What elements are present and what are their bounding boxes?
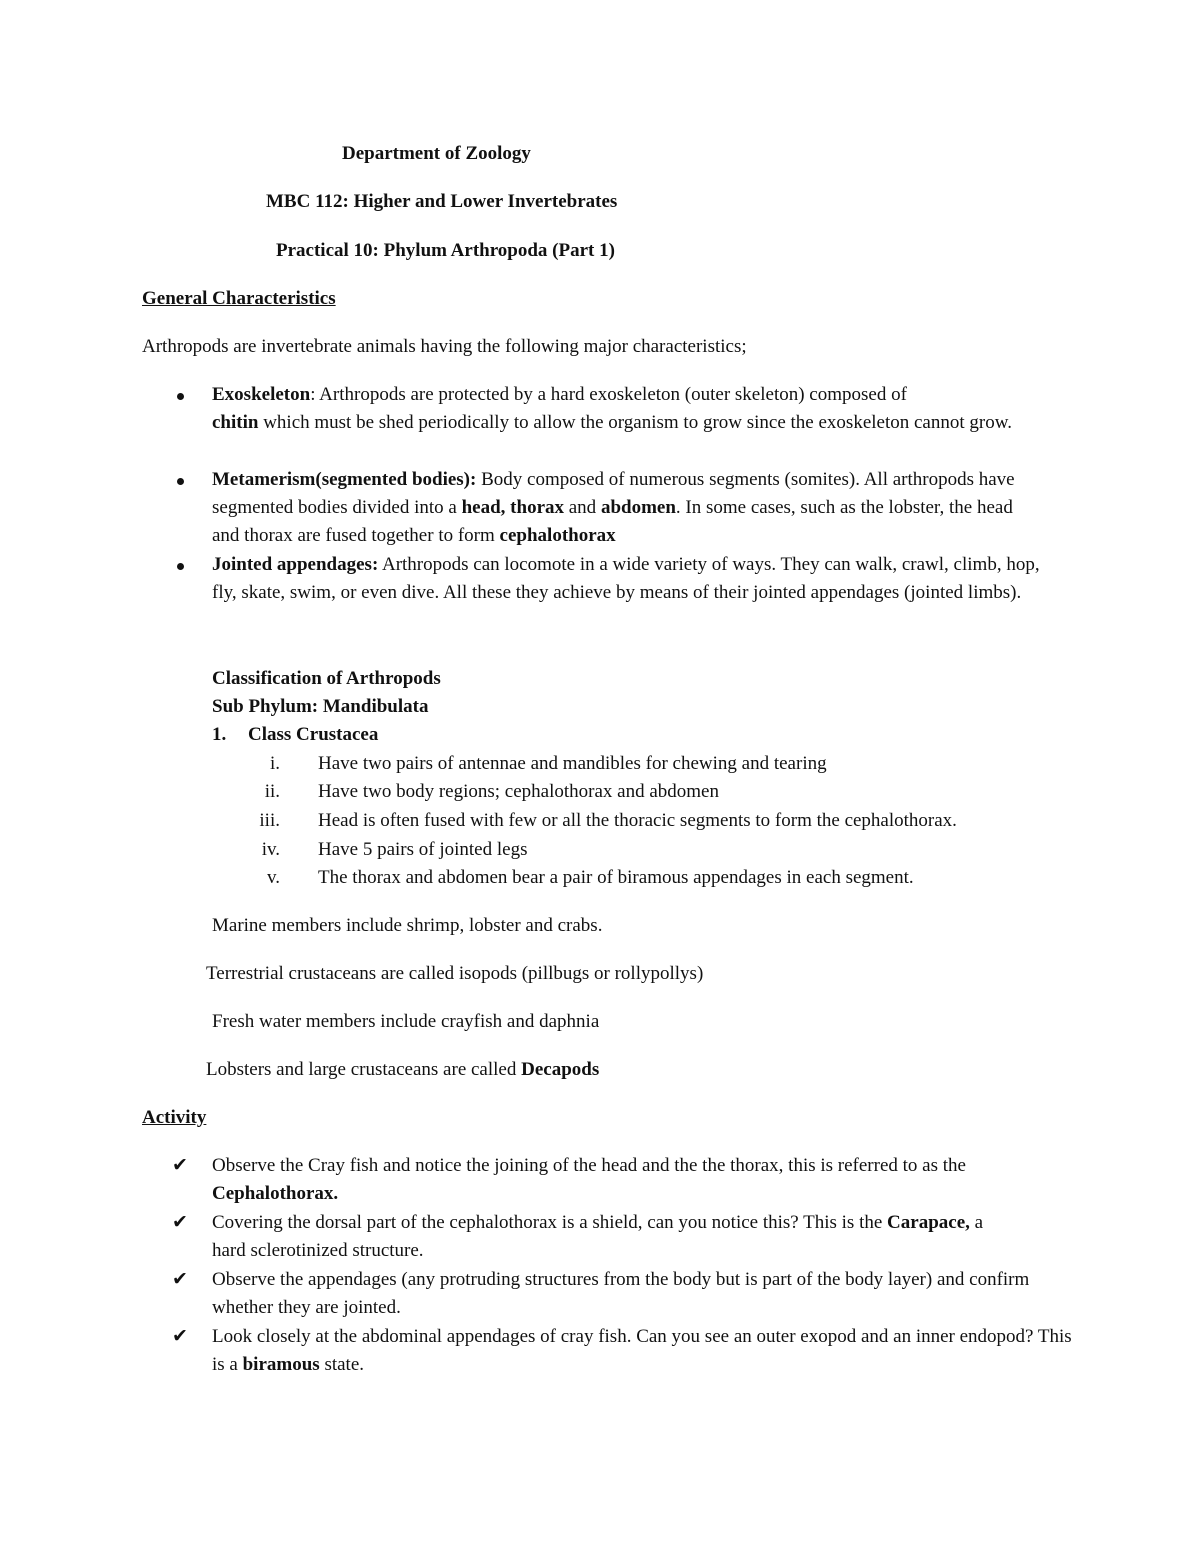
point-text: The thorax and abdomen bear a pair of biramous appendages in each segment. <box>318 867 914 888</box>
checkmark-icon: ✔ <box>172 1212 188 1233</box>
general-characteristics-heading: General Characteristics <box>142 288 336 309</box>
bullet-icon <box>170 551 190 579</box>
practical-title: Practical 10: Phylum Arthropoda (Part 1) <box>276 240 615 261</box>
marine-members-text: Marine members include shrimp, lobster and crabs. <box>212 915 603 936</box>
term-biramous: biramous <box>242 1354 320 1375</box>
exoskeleton-text-1: : Arthropods are protected by a hard exoskeleton (outer skeleton) composed of <box>310 384 907 405</box>
checkmark-icon: ✔ <box>172 1326 188 1347</box>
point-text: Have 5 pairs of jointed legs <box>318 839 528 860</box>
class-name: Class Crustacea <box>248 724 379 745</box>
term-metamerism: Metamerism(segmented bodies): <box>212 469 477 490</box>
point-text: Have two pairs of antennae and mandibles for chewing and tearing <box>318 753 827 774</box>
classification-heading: Classification of Arthropods <box>212 668 441 689</box>
term-exoskeleton: Exoskeleton <box>212 384 311 405</box>
point-number: v. <box>266 867 280 888</box>
freshwater-text: Fresh water members include crayfish and daphnia <box>212 1011 600 1032</box>
point-text: Have two body regions; cephalothorax and abdomen <box>318 781 719 802</box>
term-jointed-appendages: Jointed appendages: <box>212 554 379 575</box>
activity-text-post: a hard sclerotinized structure. <box>212 1212 984 1261</box>
point-number: i. <box>269 753 280 774</box>
checkmark-icon: ✔ <box>172 1155 188 1176</box>
activity-text: Covering the dorsal part of the cephalothorax is a shield, can you notice this? This is the <box>212 1212 888 1233</box>
jointed-appendages-text: Arthropods can locomote in a wide variety of ways. They can walk, crawl, climb, hop, fly, skate, swim, or even dive. All these they achieve by means of their jointed appendages (jointed limbs). <box>212 554 1040 603</box>
activity-item <box>212 1266 1067 1322</box>
term-head: head, <box>461 497 506 518</box>
characteristic-metamerism <box>212 466 1032 550</box>
decapods-pre: Lobsters and large crustaceans are called <box>206 1059 522 1080</box>
activity-heading: Activity <box>142 1107 207 1128</box>
terrestrial-text: Terrestrial crustaceans are called isopods (pillbugs or rollypollys) <box>206 963 704 984</box>
point-number: ii. <box>264 781 280 802</box>
bullet-icon <box>170 466 190 494</box>
decapods-text <box>206 1056 599 1084</box>
term-cephalothorax: Cephalothorax. <box>212 1183 339 1204</box>
characteristic-jointed-appendages <box>212 551 1057 607</box>
term-cephalothorax: cephalothorax <box>499 525 616 546</box>
characteristic-exoskeleton <box>212 381 1032 437</box>
activity-text: Observe the appendages (any protruding structures from the body but is part of the body layer) and confirm whether they are jointed. <box>212 1269 1030 1318</box>
intro-text: Arthropods are invertebrate animals having the following major characteristics; <box>142 336 747 357</box>
activity-text: Look closely at the abdominal appendages of cray fish. Can you see an outer exopod and an inner endopod? This is a <box>212 1326 1072 1375</box>
term-thorax: thorax <box>510 497 564 518</box>
bullet-icon <box>170 381 190 409</box>
activity-text-post: state. <box>319 1354 365 1375</box>
point-text: Head is often fused with few or all the thoracic segments to form the cephalothorax. <box>318 810 957 831</box>
activity-item <box>212 1323 1072 1379</box>
checkmark-icon: ✔ <box>172 1269 188 1290</box>
metamerism-text-2: . In some cases, such as the lobster, the head and thorax are fused together to form <box>212 497 1013 546</box>
term-abdomen: abdomen <box>600 497 676 518</box>
exoskeleton-text-2: which must be shed periodically to allow the organism to grow since the exoskeleton cannot grow. <box>258 412 1012 433</box>
point-number: iii. <box>259 810 280 831</box>
activity-item <box>212 1152 1052 1208</box>
course-title: MBC 112: Higher and Lower Invertebrates <box>266 191 618 212</box>
class-number: 1. <box>212 724 227 745</box>
metamerism-and: and <box>564 497 601 518</box>
department-title: Department of Zoology <box>342 143 531 164</box>
point-number: iv. <box>261 839 280 860</box>
metamerism-text-1: Body composed of numerous segments (somites). All arthropods have segmented bodies divided into a <box>212 469 1015 518</box>
term-chitin: chitin <box>212 412 259 433</box>
term-carapace: Carapace, <box>887 1212 970 1233</box>
activity-item <box>212 1209 992 1265</box>
subphylum-heading: Sub Phylum: Mandibulata <box>212 696 429 717</box>
term-decapods: Decapods <box>521 1059 600 1080</box>
activity-text: Observe the Cray fish and notice the joining of the head and the the thorax, this is referred to as the <box>212 1155 966 1176</box>
